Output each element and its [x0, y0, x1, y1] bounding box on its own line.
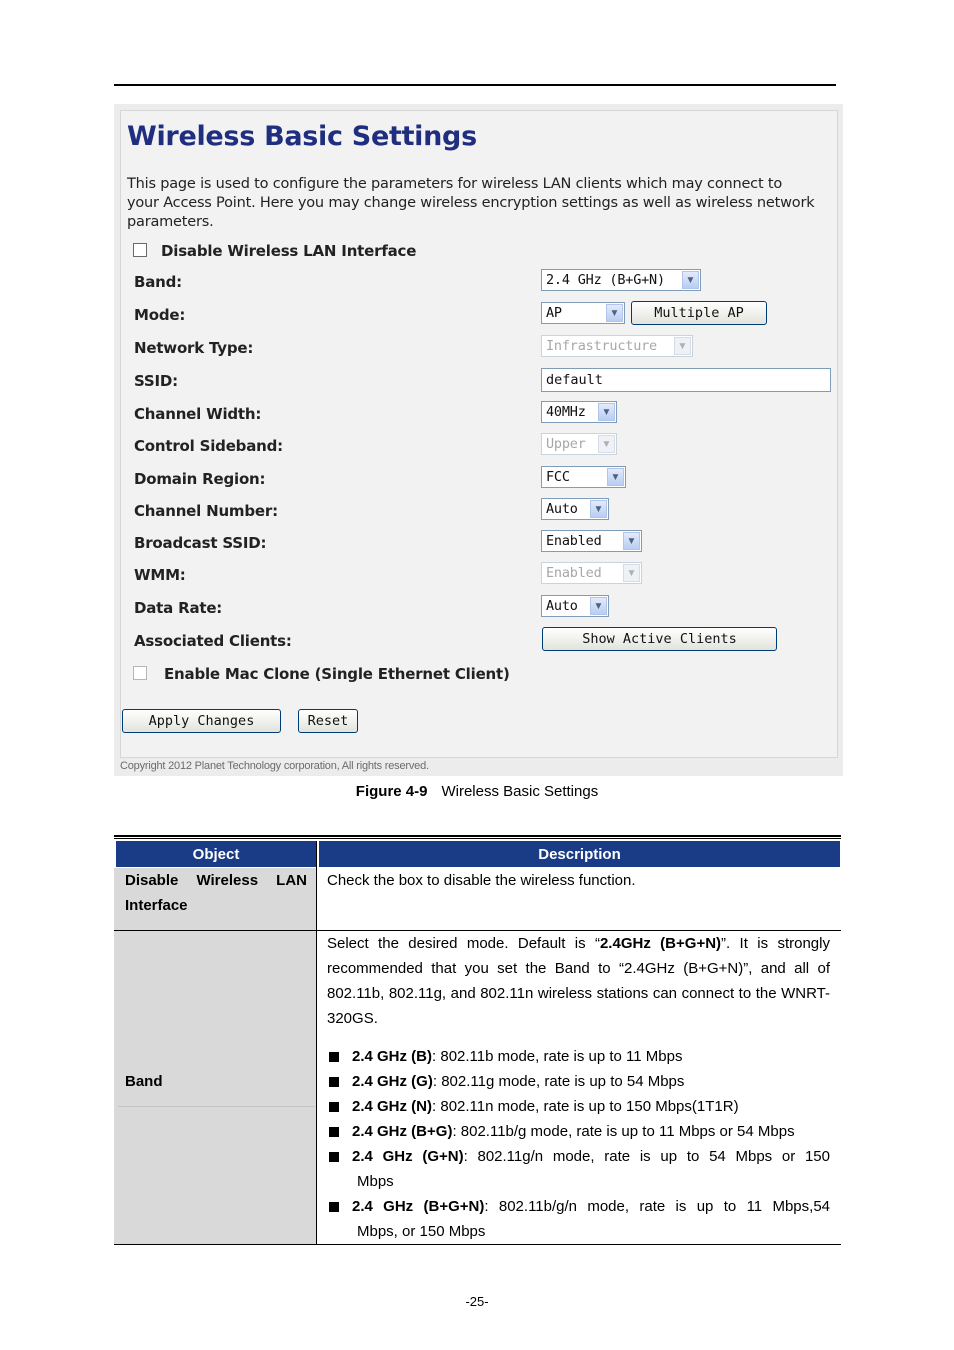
list-item: 2.4 GHz (N): 802.11n mode, rate is up to 150 Mbps(1T1R)	[327, 1094, 830, 1119]
page-number: -25-	[465, 1294, 489, 1309]
settings-panel	[120, 110, 838, 758]
header-object: Object	[116, 841, 316, 867]
bullet-icon	[329, 1052, 339, 1062]
control-sideband-label: Control Sideband:	[134, 437, 283, 455]
chevron-down-icon: ▼	[590, 597, 607, 615]
table-top-rule	[114, 835, 841, 837]
bullet-icon	[329, 1077, 339, 1087]
control-sideband-select[interactable]: Upper ▼	[541, 433, 617, 455]
disable-wlan-row[interactable]	[133, 242, 416, 260]
network-type-label: Network Type:	[134, 339, 254, 357]
domain-region-select[interactable]: FCC ▼	[541, 466, 626, 488]
figure-number: Figure 4-9	[355, 783, 428, 800]
figure-title: Wireless Basic Settings	[441, 783, 599, 800]
intro-text: This page is used to configure the parameters for wireless LAN clients which may connect to your Access Point. Here you may change wireless encryption settings as well as wireless network parameters.	[127, 176, 815, 230]
list-item: 2.4 GHz (B+G+N): 802.11b/g/n mode, rate is up to 11 Mbps,54 Mbps, or 150 Mbps	[327, 1194, 830, 1244]
list-item: 2.4 GHz (G): 802.11g mode, rate is up to 54 Mbps	[327, 1069, 830, 1094]
row-disable-object: Disable Wireless LAN Interface	[125, 872, 307, 914]
multiple-ap-button[interactable]: Multiple AP	[631, 301, 767, 325]
ssid-label: SSID:	[134, 372, 178, 390]
wmm-label: WMM:	[134, 566, 186, 584]
mode-select[interactable]: AP ▼	[541, 302, 625, 324]
header-description: Description	[319, 841, 840, 867]
table-top-rule-thin	[114, 838, 841, 839]
row-band-object: Band	[125, 1073, 163, 1090]
bullet-icon	[329, 1127, 339, 1137]
mode-label: Mode:	[134, 306, 186, 324]
column-divider	[316, 841, 317, 1245]
broadcast-ssid-label: Broadcast SSID:	[134, 534, 267, 552]
cell-divider	[118, 1106, 315, 1107]
settings-screenshot	[114, 104, 843, 776]
data-rate-label: Data Rate:	[134, 599, 223, 617]
network-type-select[interactable]: Infrastructure ▼	[541, 335, 693, 357]
channel-width-select[interactable]: 40MHz ▼	[541, 401, 617, 423]
channel-number-label: Channel Number:	[134, 502, 278, 520]
list-item: 2.4 GHz (G+N): 802.11g/n mode, rate is up to 54 Mbps or 150 Mbps	[327, 1144, 830, 1194]
apply-changes-button[interactable]: Apply Changes	[122, 709, 281, 733]
bullet-icon	[329, 1102, 339, 1112]
broadcast-ssid-select[interactable]: Enabled ▼	[541, 530, 642, 552]
channel-width-label: Channel Width:	[134, 405, 262, 423]
disable-wlan-label: Disable Wireless LAN Interface	[161, 242, 417, 260]
domain-region-label: Domain Region:	[134, 470, 266, 488]
table-bottom-rule	[114, 1244, 841, 1245]
figure-caption	[0, 783, 954, 800]
ssid-input[interactable]: default	[541, 368, 831, 392]
copyright-text: Copyright 2012 Planet Technology corporation, All rights reserved.	[120, 760, 429, 772]
channel-number-select[interactable]: Auto ▼	[541, 498, 609, 520]
data-rate-select[interactable]: Auto ▼	[541, 595, 609, 617]
chevron-down-icon: ▼	[598, 435, 615, 453]
chevron-down-icon: ▼	[623, 564, 640, 582]
chevron-down-icon: ▼	[590, 500, 607, 518]
chevron-down-icon: ▼	[606, 304, 623, 322]
mac-clone-label: Enable Mac Clone (Single Ethernet Client)	[164, 665, 510, 683]
reset-button[interactable]: Reset	[298, 709, 358, 733]
disable-wlan-checkbox[interactable]	[133, 243, 147, 257]
table-header	[114, 841, 841, 867]
chevron-down-icon: ▼	[682, 271, 699, 289]
bullet-icon	[329, 1202, 339, 1212]
associated-clients-label: Associated Clients:	[134, 632, 292, 650]
top-rule	[114, 84, 836, 86]
bullet-icon	[329, 1152, 339, 1162]
list-item: 2.4 GHz (B+G): 802.11b/g mode, rate is up to 11 Mbps or 54 Mbps	[327, 1119, 830, 1144]
row-band-description: Select the desired mode. Default is “2.4GHz (B+G+N)”. It is strongly recommended that you set the Band to “2.4GHz (B+G+N)”, and all of 802.11b, 802.11g, and 802.11n wireless stations can connect to the WNRT-320GS.	[327, 935, 830, 1027]
mac-clone-checkbox[interactable]	[133, 666, 147, 680]
row-disable-description: Check the box to disable the wireless function.	[327, 872, 636, 889]
mac-clone-row[interactable]	[133, 665, 510, 683]
band-label: Band:	[134, 273, 182, 291]
band-select[interactable]: 2.4 GHz (B+G+N) ▼	[541, 269, 701, 291]
chevron-down-icon: ▼	[623, 532, 640, 550]
wmm-select[interactable]: Enabled ▼	[541, 562, 642, 584]
chevron-down-icon: ▼	[607, 468, 624, 486]
list-item: 2.4 GHz (B): 802.11b mode, rate is up to 11 Mbps	[327, 1044, 830, 1069]
show-active-clients-button[interactable]: Show Active Clients	[542, 627, 777, 651]
page-title: Wireless Basic Settings	[127, 121, 477, 152]
chevron-down-icon: ▼	[674, 337, 691, 355]
chevron-down-icon: ▼	[598, 403, 615, 421]
